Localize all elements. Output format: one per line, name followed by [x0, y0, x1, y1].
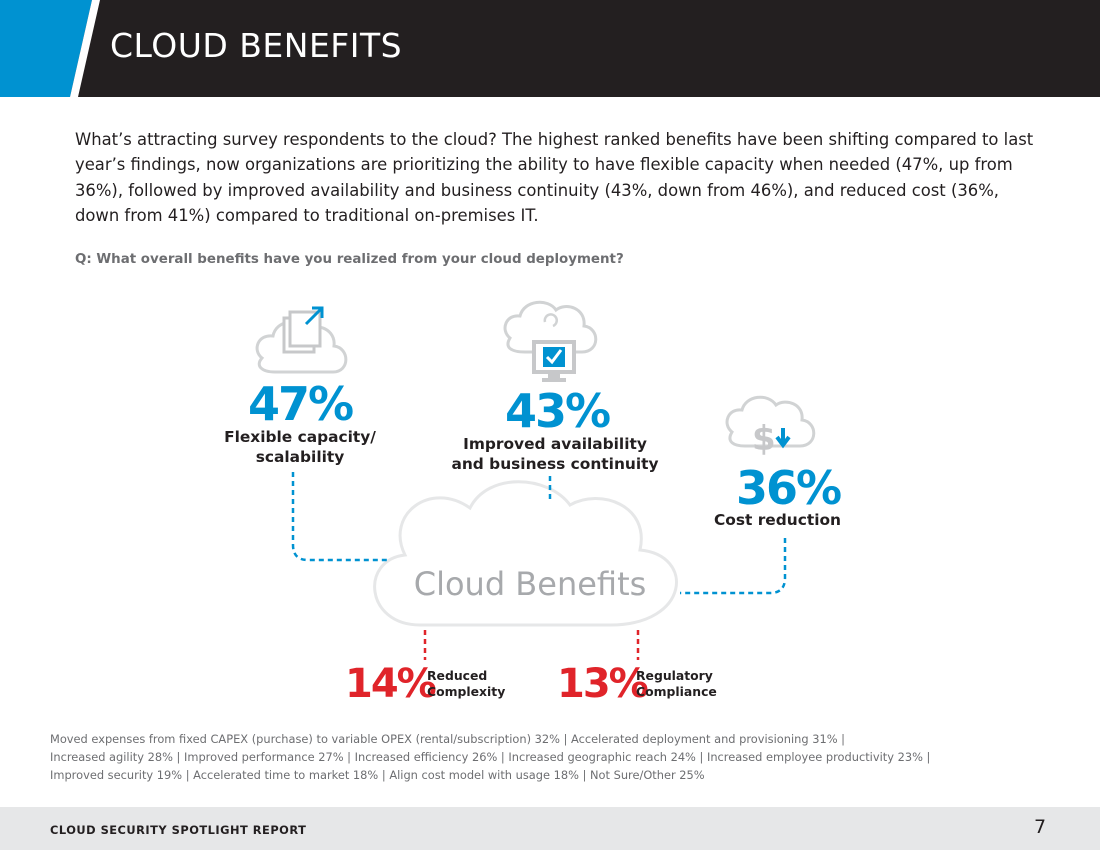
connector-flexible — [293, 472, 387, 560]
connector-cost — [680, 538, 785, 593]
label-flexible-capacity: Flexible capacity/ scalability — [224, 428, 376, 466]
cloud-dollar-down-icon — [727, 397, 814, 459]
cloud-monitor-check-icon — [505, 302, 596, 382]
label-regulatory-compliance: Regulatory Compliance — [636, 668, 717, 699]
label-availability: Improved availability and business continuity — [451, 435, 659, 473]
header-accent — [0, 0, 110, 97]
page-title: CLOUD BENEFITS — [110, 26, 403, 65]
footnote-line: Increased agility 28% | Improved performance 27% | Increased efficiency 26% | Increased geographic reach 24% | Increased employee productivity 23% | — [50, 750, 931, 764]
survey-question: Q: What overall benefits have you realized from your cloud deployment? — [75, 252, 624, 267]
intro-paragraph: What’s attracting survey respondents to the cloud? The highest ranked benefits have been shifting compared to last year’s findings, now organizations are prioritizing the ability to have flexible capacity when needed (47%, up from 36%), followed by improved availability and business continuity (43%, down from 46%), and reduced cost (36%, down from 41%) compared to traditional on-premises IT. — [75, 130, 1034, 226]
svg-text:$: $ — [752, 419, 776, 459]
report-title: CLOUD SECURITY SPOTLIGHT REPORT — [50, 823, 307, 837]
value-reduced-complexity: 14% — [345, 661, 435, 707]
value-flexible-capacity: 47% — [248, 377, 353, 431]
cloud-scale-icon — [257, 308, 346, 372]
value-availability: 43% — [505, 384, 610, 438]
value-cost-reduction: 36% — [736, 461, 841, 515]
value-regulatory-compliance: 13% — [557, 661, 647, 707]
label-reduced-complexity: Reduced Complexity — [427, 668, 506, 699]
page-number: 7 — [1034, 816, 1047, 838]
footnote-line: Improved security 19% | Accelerated time to market 18% | Align cost model with usage 18% | Not Sure/Other 25% — [50, 768, 705, 782]
footnote-line: Moved expenses from fixed CAPEX (purchase) to variable OPEX (rental/subscription) 32% | Accelerated deployment and provisioning 31% | — [50, 732, 845, 746]
label-cost-reduction: Cost reduction — [713, 511, 842, 529]
central-cloud-shape — [375, 482, 677, 625]
central-cloud-label: Cloud Benefits — [413, 565, 647, 603]
other-benefits-footnotes — [50, 730, 1060, 784]
